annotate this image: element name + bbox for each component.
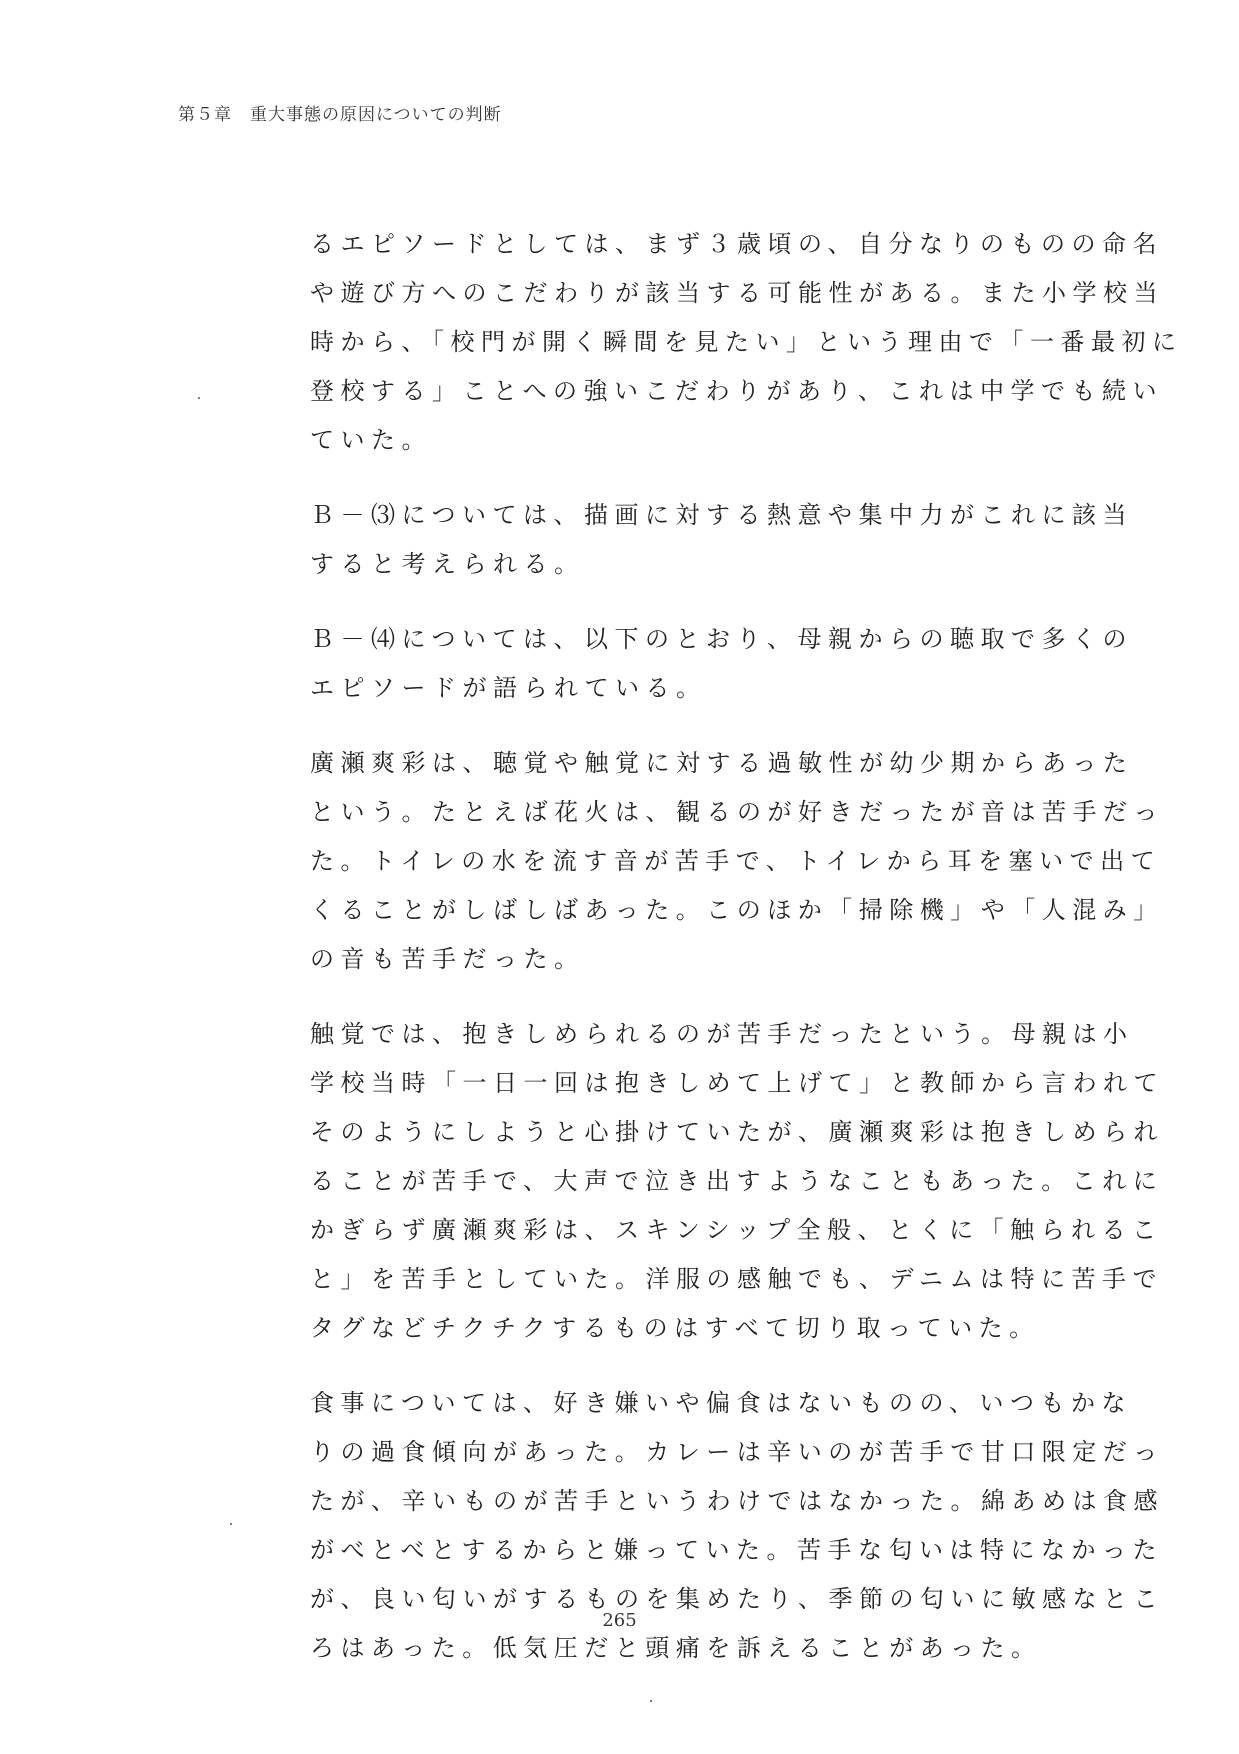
text-line: くることがしばしばあった。このほか「掃除機」や「人混み」	[310, 896, 1164, 924]
text-line: や遊び方へのこだわりが該当する可能性がある。また小学校当	[310, 279, 1164, 307]
text-line: たが、辛いものが苦手というわけではなかった。綿あめは食感	[310, 1487, 1164, 1515]
paragraph	[310, 1010, 1164, 1353]
text-line: 触覚では、抱きしめられるのが苦手だったという。母親は小	[310, 1020, 1134, 1048]
text-line: の音も苦手だった。	[310, 945, 585, 973]
chapter-header: 第５章 重大事態の原因についての判断	[178, 105, 502, 125]
page-number: 265	[602, 1610, 637, 1631]
text-line: た。トイレの水を流す音が苦手で、トイレから耳を塞いで出て	[310, 847, 1162, 875]
text-line: ることが苦手で、大声で泣き出すようなこともあった。これに	[310, 1167, 1164, 1195]
text-line: 学校当時「一日一回は抱きしめて上げて」と教師から言われて	[310, 1069, 1164, 1097]
text-line: ていた。	[310, 426, 432, 454]
text-line: ろはあった。低気圧だと頭痛を訴えることがあった。	[310, 1634, 1042, 1662]
text-line: すると考えられる。	[310, 550, 585, 578]
scan-speck	[198, 397, 200, 399]
text-line: かぎらず廣瀬爽彩は、スキンシップ全般、とくに「触られるこ	[310, 1216, 1163, 1244]
text-line: 食事については、好き嫌いや偏食はないものの、いつもかな	[310, 1389, 1133, 1417]
scan-speck	[230, 1523, 232, 1525]
text-line: そのようにしようと心掛けていたが、廣瀬爽彩は抱きしめられ	[310, 1118, 1164, 1146]
text-line: 時から、「校門が開く瞬間を見たい」という理由で「一番最初に	[310, 328, 1183, 356]
paragraph	[310, 491, 1134, 589]
paragraph	[310, 739, 1164, 984]
text-line: Ｂ－⑷については、以下のとおり、母親からの聴取で多くの	[310, 625, 1134, 653]
body-text	[310, 220, 1183, 1699]
text-line: エピソードが語られている。	[310, 674, 707, 702]
text-line: るエピソードとしては、まず３歳頃の、自分なりのものの命名	[310, 230, 1164, 258]
text-line: が、良い匂いがするものを集めたり、季節の匂いに敏感なとこ	[310, 1585, 1164, 1613]
text-line: 廣瀬爽彩は、聴覚や触覚に対する過敏性が幼少期からあった	[310, 749, 1134, 777]
text-line: という。たとえば花火は、観るのが好きだったが音は苦手だっ	[310, 798, 1164, 826]
paragraph	[310, 615, 1134, 713]
text-line: 登校する」ことへの強いこだわりがあり、これは中学でも続い	[310, 377, 1164, 405]
text-line: Ｂ－⑶については、描画に対する熱意や集中力がこれに該当	[310, 501, 1134, 529]
text-line: がべとべとするからと嫌っていた。苦手な匂いは特になかった	[310, 1536, 1164, 1564]
text-line: と」を苦手としていた。洋服の感触でも、デニムは特に苦手で	[310, 1265, 1164, 1293]
scan-speck	[650, 1700, 652, 1702]
text-line: りの過食傾向があった。カレーは辛いのが苦手で甘口限定だっ	[310, 1438, 1164, 1466]
text-line: タグなどチクチクするものはすべて切り取っていた。	[310, 1314, 1040, 1342]
paragraph	[310, 220, 1183, 465]
